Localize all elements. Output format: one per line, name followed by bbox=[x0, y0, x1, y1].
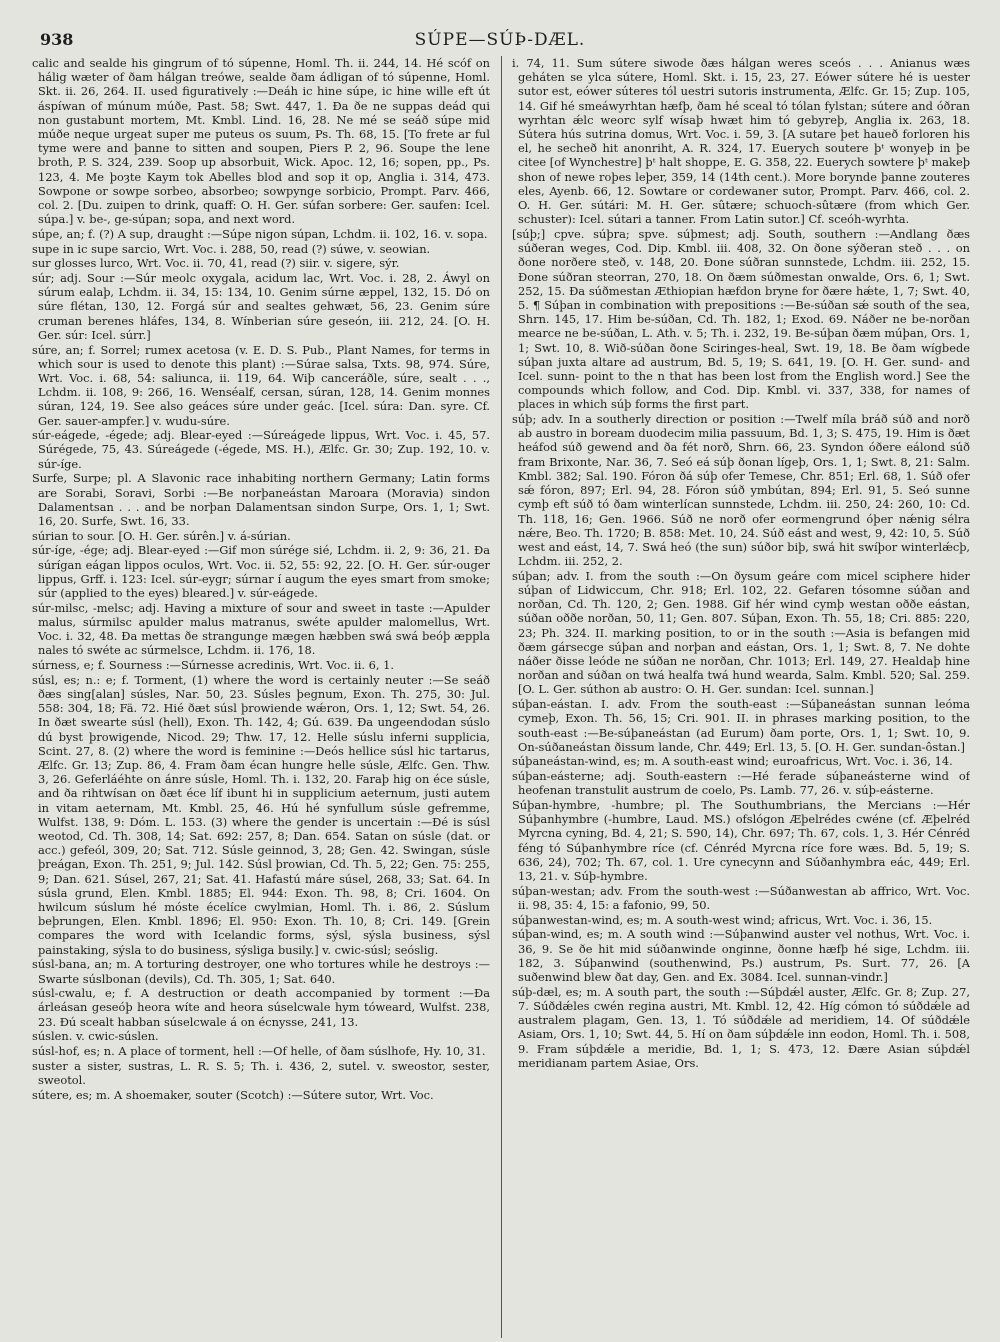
left-column bbox=[32, 56, 490, 1338]
entry-supe-sarcio: supe in ic supe sarcio, Wrt. Voc. i. 288, 50, read (?) súwe, v. seowian. bbox=[32, 241, 431, 256]
entry-supe: súpe, an; f. (?) A sup, draught :—Súpe nigon súpan, Lchdm. ii. 102, 16. v. sopa. bbox=[32, 226, 488, 241]
entry-suthan: súþan; adv. I. from the south :—On ðysum geáre com micel sciphere hider súþan of Lidwiccum, Chr. 918; Erl. 102, 22. Gefaren tósomne súðan and norðan, Cd. Th. 120, 2; Gen. 1988. Gif hér wind cymþ westan oððe eástan, súðan oððe norðan, 50, 11; Gen. 807. Súþan, Exon. Th. 55, 18; Cri. 885: 220, 23; Ph. 324. II. marking position, to or in the south :—Asia is befangen mid ðæm gársecge súþan and norþan and eástan, Ors. 1, 1; Swt. 8, 7. Ne dohte náðer ðisse leóde ne súðan ne norðan, Chr. 1013; Erl. 149, 27. Healdaþ hine norðan and súðan on twá healfa twá hund wearda, Salm. Kmbl. 520; Sal. 259. [O. L. Ger. súthon ab austro: O. H. Ger. sundan: Icel. sunnan.] bbox=[512, 568, 970, 697]
entry-susl: súsl, es; n.: e; f. Torment, (1) where the word is certainly neuter :—Se seáð ðæs sing[alan] súsles, Nar. 50, 23. Súsles þegnum, Exon. Th. 275, 30: Jul. 558: 304, 18; Fä. 72. Hié ðæt súsl þrowiende wǽron, Ors. 1, 12; Swt. 54, 26. In ðæt swearte súsl (hell), Exon. Th. 142, 4; Gú. 639. Ða ungeendodan súslo dú byst þrowigende, Nicod. 29; Thw. 17, 12. Helle súslu inferni supplicia, Scint. 27, 8. (2) where the word is feminine :—Deós hellicе súsl hic tartarus, Ælfc. Gr. 13; Zup. 86, 4. Fram ðam écan hungre helle súsle, Ælfc. Gen. Thw. 3, 26. Geferláéhte on ánre súsle, Homl. Th. i. 132, 20. Faraþ hig on éce súsle, and ða rihtwísan on ðæt éce líf ibunt hi in supplicium aeternum, justi autem in vitam aeternam, Mt. Kmbl. 25, 46. Hú hé synfullum súsle gefremme, Wulfst. 138, 9: Dóm. L. 153. (3) where the gender is uncertain :—Ðé is súsl weotod, Cd. Th. 308, 14; Sat. 692: 257, 8; Dan. 654. Satan on súsle (dat. or acc.) gefeól, 309, 20; Sat. 712. Súsle geinnod, 3, 28; Gen. 42. Swingan, súsle þreágan, Exon. Th. 251, 9; Jul. 142. Súsl þrowian, Cd. Th. 5, 22; Gen. 75: 255, 9; Dan. 621. Súsel, 267, 21; Sat. 41. Hafastú máre súsel, 268, 33; Sat. 64. In súsla grund, Elen. Kmbl. 1885; El. 944: Exon. Th. 98, 8; Cri. 1604. On hwilcum súslum hé móste écelíce cwylmian, Homl. Th. i. 86, 2. Súslum beþrungen, Elen. Kmbl. 1896; El. 950: Exon. Th. 10, 8; Cri. 149. [Grein compares the word with Icelandic forms, sýsl, sýsla business, sýsl painstaking, sýsla to do business, sýsliga busily.] v. cwic-súsl; seóslig. bbox=[32, 672, 490, 957]
entry-suthaneastan-wind: súþaneástan-wind, es; m. A south-east wind; euroafricus, Wrt. Voc. i. 36, 14. bbox=[512, 754, 953, 769]
entry-suthanwestan-wind: súþanwestan-wind, es; m. A south-west wind; africus, Wrt. Voc. i. 36, 15. bbox=[512, 912, 933, 927]
entry-susl-cwalu: súsl-cwalu, e; f. A destruction or death accompanied by torment :—Ða árleásan geseóþ heora wíte and heora súselcwale hym tóweard, Wulfst. 238, 23. Ðú scealt habban súselcwale á on écnysse, 241, 13. bbox=[32, 986, 490, 1029]
entry-sutere: sútere, es; m. A shoemaker, souter (Scotch) :—Sútere sutor, Wrt. Voc. bbox=[32, 1087, 434, 1102]
entry-suthan-easterne: súþan-eásterne; adj. South-eastern :—Hé ferade súþaneásterne wind of heofenan transtulit austrum de coelo, Ps. Lamb. 77, 26. v. súþ-eásterne. bbox=[512, 769, 970, 798]
entry-suthan-hymbre: Súþan-hymbre, -humbre; pl. The Southumbrians, the Mercians :—Hér Súþanhymbre (-humbre, Laud. MS.) ofslógon Æþelrédes cwéne (cf. Æþelréd Myrcna cyning, Bd. 4, 21; S. 590, 14), Chr. 697; Th. 67, cols. 1, 3. Hér Cénréd féng tó Súþanhymbre ríce (cf. Cénréd Myrcna ríce fore wæs. Bd. 5, 19; S. 636, 24), 702; Th. 67, col. 1. Ure cynecynn and Súðanhymbra eác, 449; Erl. 13, 21. v. Súþ-hymbre. bbox=[512, 798, 970, 884]
right-column bbox=[512, 56, 970, 1338]
entry-suthan-eastan: súþan-eástan. I. adv. From the south-east :—Súþaneástan sunnan leóma cymeþ, Exon. Th. 56, 15; Cri. 901. II. in phrases marking position, to the south-east :—Be-súþaneástan (ad Eurum) ðam porte, Ors. 1, 1; Swt. 10, 9. On-súðaneástan ðissum lande, Chr. 449; Erl. 13, 5. [O. H. Ger. sundan-ôstan.] bbox=[512, 697, 970, 754]
entry-susl-bana: súsl-bana, an; m. A torturing destroyer, one who tortures while he destroys :—Swarte súslbonan (devils), Cd. Th. 305, 1; Sat. 640. bbox=[32, 957, 490, 986]
entry-suthan-westan: súþan-westan; adv. From the south-west :—Súðanwestan ab affrico, Wrt. Voc. ii. 98, 35: 4, 15: a fafonio, 99, 50. bbox=[512, 883, 970, 912]
entry-suthan-wind: súþan-wind, es; m. A south wind :—Súþanwind auster vel nothus, Wrt. Voc. i. 36, 9. Se ðe hit mid súðanwinde onginne, ðonne hæfþ hé sige, Lchdm. iii. 182, 3. Súþanwind (southenwind, Ps.) austrum, Ps. Surt. 77, 26. [A suðenwind blew ðat day, Gen. and Ex. 3084. Icel. sunnan-vindr.] bbox=[512, 927, 970, 984]
entry-sure: súre, an; f. Sorrel; rumex acetosa (v. E. D. S. Pub., Plant Names, for terms in which sour is used to denote this plant) :—Súrae salsa, Txts. 98, 974. Súre, Wrt. Voc. i. 68, 54: saliunca, ii. 119, 64. Wiþ canceráðle, súre, sealt . . ., Lchdm. ii. 108, 9: 266, 16. Wenséalf, cersan, súran, 128, 14. Genim monnes súran, 124, 19. See also geáces súre under geác. [Icel. súra: Dan. syre. Cf. Ger. sauer-ampfer.] v. wudu-súre. bbox=[32, 342, 490, 428]
entry-surian: súrian to sour. [O. H. Ger. súrên.] v. á-súrian. bbox=[32, 528, 291, 543]
entry-sur-milsc: súr-milsc, -melsc; adj. Having a mixture of sour and sweet in taste :—Apulder malus, súrmilsc apulder malus matranus, swéte apulder malomellus, Wrt. Voc. i. 32, 48. Ða mettas ðe strangunge mægen hæbben swá swá beóþ æppla nales tó swéte ac súrmelsce, Lchdm. ii. 176, 18. bbox=[32, 600, 490, 658]
entry-suth-adv: súþ; adv. In a southerly direction or position :—Twelf míla bráð súð and norð ab austro in boream duodecim milia passuum, Bd. 1, 3; S. 475, 19. Him is ðæt heáfod súð gewend and ða fét norð, Shrn. 66, 23. Syndon óðere eálond súð fram Brixonte, Nar. 36, 7. Seó eá súþ ðonan lígeþ, Ors. 1, 1; Swt. 8, 21: Salm. Kmbl. 382; Sal. 190. Fóron ðá súþ ofer Temese, Chr. 851; Erl. 68, 1. Súð ofer sǽ fóron, 897; Erl. 94, 28. Fóron súð ymbútan, 894; Erl. 91, 5. Seó sunne cymþ eft súð tó ðam winterlícan sunnstede, Lchdm. iii. 250, 24: 260, 10: Cd. Th. 118, 16; Gen. 1966. Súð ne norð ofer eormengrund óþer nǽnig sélra nǽre, Beo. Th. 1720; B. 858: Met. 10, 24. Súð eást and west, 9, 42: 10, 5. Súð west and eást, 14, 7. Swá heó (the sun) súðor biþ, swá hit swíþor winterlǽcþ, Lchdm. iii. 252, 2. bbox=[512, 412, 970, 569]
running-head: SÚPE—SÚÞ-DÆL. bbox=[414, 30, 586, 50]
entry-suth-dael: súþ-dæl, es; m. A south part, the south :—Súþdǽl auster, Ælfc. Gr. 8; Zup. 27, 7. Súðdǽles cwén regina austri, Mt. Kmbl. 12, 42. Híg cómon tó súðdǽle ad australem plagam, Gen. 13, 1. Tó súðdǽle ad meridiem, 14. Of súðdǽle Asiam, Ors. 1, 10; Swt. 44, 5. Hí on ðam súþdǽle inn eodon, Homl. Th. i. 508, 9. Fram súþdǽle a meridie, Bd. 1, 1; S. 473, 12. Ðære Asian súþdǽl meridianam partem Asiae, Ors. bbox=[512, 984, 970, 1070]
entry-supan-cont: calic and sealde his gingrum of tó súpenne, Homl. Th. ii. 244, 14. Hé scóf on hálig wæter of ðam hálgan treówe, sealde ðam ádligan of tó súpenne, Homl. Skt. ii. 26, 264. II. used figuratively :—Deáh ic hine súpe, ic hine wille eft út áspíwan of múnum múðe, Past. 58; Swt. 447, 1. Ða ðe ne suppas deád qui non gustabunt mortem, Mt. Kmbl. Lind. 16, 28. Ne mé se seáð súpe mid múðe neque urgeat super me puteus os suum, Ps. Th. 68, 15. [To frete ar ful tyme were and þanne to sitten and soupen, Piers P. 2, 96. Soupe the lene broth, P. S. 324, 239. Soop up absorbuit, Wick. Apoc. 12, 16; sopen, pp., Ps. 123, 4. Me þoȝte Kaym tok Abelles blod and sop it op, Anglia i. 314, 473. Sowpone or sowpe sorbeo, absorbeo; sowpynge sorbicio, Prompt. Parv. 466, col. 2. [Du. zuipen to drink, quaff: O. H. Ger. súfan sorbere: Ger. saufen: Icel. súpa.] v. be-, ge-súpan; sopa, and next word. bbox=[32, 56, 490, 227]
entry-susl-hof: súsl-hof, es; n. A place of torment, hell :—Of helle, of ðam súslhofe, Hy. 10, 31. bbox=[32, 1044, 486, 1059]
entry-surness: súrness, e; f. Sourness :—Súrnesse acredinis, Wrt. Voc. ii. 6, 1. bbox=[32, 658, 395, 673]
entry-sur-lurco: sur glosses lurco, Wrt. Voc. ii. 70, 41, read (?) siir. v. sigere, sýr. bbox=[32, 256, 400, 271]
entry-surfe: Surfe, Surpe; pl. A Slavonic race inhabiting northern Germany; Latin forms are Sorabi, Soravi, Sorbi :—Be norþaneástan Maroara (Moravia) sindon Dalamentsan . . . and be norþan Dalamentsan sindon Surpe, Ors. 1, 1; Swt. 16, 20. Surfe, Swt. 16, 33. bbox=[32, 471, 490, 528]
entry-suster: suster a sister, sustras, L. R. S. 5; Th. i. 436, 2, sutel. v. sweostor, sester, sweotol. bbox=[32, 1058, 490, 1087]
entry-sutere-cont: i. 74, 11. Sum sútere siwode ðæs hálgan weres sceós . . . Anianus wæs geháten se ylca sútere, Homl. Skt. i. 15, 23, 27. Eówer sútere hé is uester sutor est, eówer súteres tól uestri sutoris instrumenta, Ælfc. Gr. 15; Zup. 105, 14. Gif hé smeáwyrhtan hæfþ, ðam hé sceal tó tólan fylstan; sútere and óðran wyrhtan ǽlc weorc sylf wísaþ hwæt him tó gebyreþ, Anglia ix. 263, 18. Sútera hús sutrina domus, Wrt. Voc. i. 59, 3. [A sutare þet haueð forloren his el, he secheð hit anonriht, A. R. 324, 17. Euerych soutere þᵗ wonyeþ in þe citee [of Wynchestre] þᵗ halt shoppe, E. G. 358, 22. Euerych sowtere þᵗ makeþ shon of newe roþes leþer, 359, 14 (14th cent.). More borynde þanne zouteres eles, Ayenb. 66, 12. Sowtare or cordewaner sutor, Prompt. Parv. 466, col. 2. O. H. Ger. sútári: M. H. Ger. sûtære; schuoch-sûtære (from which Ger. schuster): Icel. sútari a tanner. From Latin sutor.] Cf. sceóh-wyrhta. bbox=[512, 56, 970, 227]
entry-sur-eagede: súr-eágede, -égede; adj. Blear-eyed :—Súreágede lippus, Wrt. Voc. i. 45, 57. Súrégede, 75, 43. Súreágede (-égede, MS. H.), Ælfc. Gr. 30; Zup. 192, 10. v. súr-íge. bbox=[32, 428, 490, 471]
entry-sur-adj: súr; adj. Sour :—Súr meolc oxygala, acidum lac, Wrt. Voc. i. 28, 2. Áwyl on súrum ealaþ, Lchdm. ii. 34, 15: 134, 10. Genim súrne æppel, 132, 15. Dó on súre flétan, 130, 12. Forgá súr and sealtes gehwæt, 56, 23. Genim súre cruman berenes hláfes, 134, 8. Wínberian súre geseón, iii. 212, 24. [O. H. Ger. súr: Icel. súrr.] bbox=[32, 271, 490, 342]
entry-suth-adj: [súþ;] cpve. súþra; spve. súþmest; adj. South, southern :—Andlang ðæs súðeran weges, Cod. Dip. Kmbl. iii. 408, 32. On ðone sýðeran steð . . . on ðone norðere steð, v. 148, 20. Ðone súðran sunnstede, Lchdm. iii. 252, 15. Ðone súðran steorran, 270, 18. On ðæm súðmestan onwalde, Ors. 6, 1; Swt. 252, 15. Ða súðmestan Æthiopian hæfdon bryne for ðære hǽte, 1, 7; Swt. 40, 5. ¶ Súþan in combination with prepositions :—Be-súðan sǽ south of the sea, Shrn. 145, 17. Him be-súðan, Cd. Th. 182, 1; Exod. 69. Náðer ne be-norðan mearce ne be-súðan, L. Ath. v. 5; Th. i. 232, 19. Be-súþan ðæm múþan, Ors. 1, 1; Swt. 10, 8. Wið-súðan ðone Sciringes-heal, Swt. 19, 18. Be ðam wígbede súþan juxta altare ad austrum, Bd. 5, 19; S. 641, 19. [O. H. Ger. sund- and Icel. sunn- point to the n that has been lost from the English word.] See the compounds which follow, and Cod. Dip. Kmbl. vi. 337, 338, for names of places in which súþ forms the first part. bbox=[512, 226, 970, 412]
entry-suslen: súslen. v. cwic-súslen. bbox=[32, 1029, 159, 1044]
entry-sur-ige: súr-íge, -ége; adj. Blear-eyed :—Gif mon súrége sié, Lchdm. ii. 2, 9: 36, 21. Ða súrígan eágan lippos oculos, Wrt. Voc. ii. 52, 55: 92, 22. [O. H. Ger. súr-ouger lippus, Grff. i. 123: Icel. súr-eygr; súrnar í augum the eyes smart from smoke; súr (applied to the eyes) bleared.] v. súr-eágede. bbox=[32, 543, 490, 601]
page-number: 938 bbox=[40, 30, 74, 49]
column-divider bbox=[501, 56, 502, 1338]
